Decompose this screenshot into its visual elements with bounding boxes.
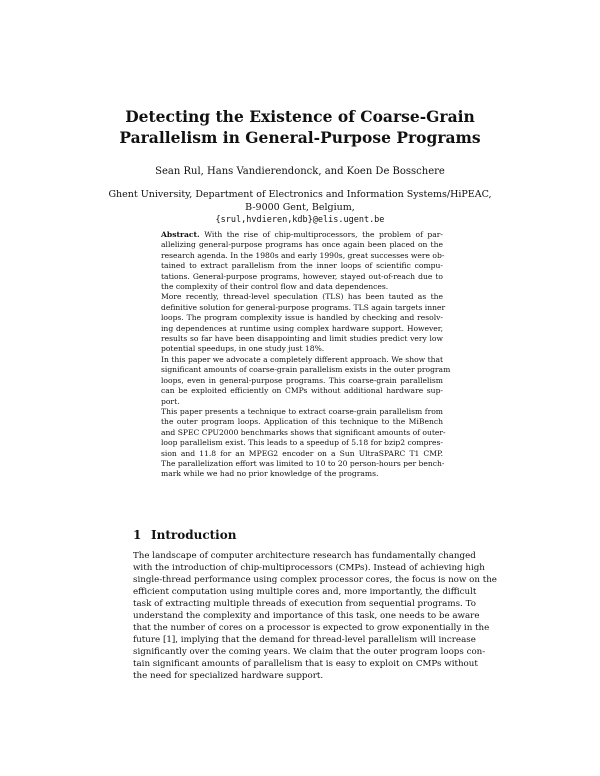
abstract-line: The parallelization effort was limited to 10 to 20 person-hours per bench- (161, 458, 445, 468)
affiliation (100, 188, 500, 227)
abstract-line: definitive solution for general-purpose programs. TLS again targets inner (161, 302, 446, 312)
intro-line: task of extracting multiple threads of execution from sequential programs. To (133, 599, 476, 609)
abstract-line: allelizing general-purpose programs has once again been placed on the (161, 240, 443, 250)
paper-title (100, 106, 500, 148)
intro-line: understand the complexity and importance of this task, one needs to be aware (133, 611, 480, 621)
abstract-line: tained to extract parallelism from the inner loops of scientific compu- (161, 261, 443, 271)
abstract-line: potential speedups, in one study just 18%. (161, 344, 325, 354)
abstract-line: loop parallelism exist. This leads to a speedup of 5.18 for bzip2 compres- (161, 438, 443, 448)
abstract (161, 230, 451, 480)
section-title: Introduction (151, 528, 237, 542)
abstract-line: ing dependences at runtime using complex hardware support. However, (161, 323, 443, 333)
abstract-line: sion and 11.8 for an MPEG2 encoder on a Sun UltraSPARC T1 CMP. (161, 448, 443, 458)
affiliation-line-1: Ghent University, Department of Electronics and Information Systems/HiPEAC, (108, 189, 492, 200)
intro-paragraph (133, 550, 497, 682)
title-line-2: Parallelism in General-Purpose Programs (119, 128, 481, 147)
abstract-line: loops. The program complexity issue is handled by checking and resolv- (161, 313, 443, 323)
abstract-line: the complexity of their control flow and data dependences. (161, 282, 389, 292)
intro-line: significantly over the coming years. We claim that the outer program loops con- (133, 647, 486, 657)
intro-line: single-thread performance using complex processor cores, the focus is now on the (133, 575, 497, 585)
email-addresses: {srul,hvdieren,kdb}@elis.ugent.be (215, 215, 385, 225)
affiliation-location: B-9000 Gent, Belgium, (245, 202, 355, 213)
section-number: 1 (133, 528, 142, 542)
abstract-line: More recently, thread-level speculation (TLS) has been tauted as the (161, 292, 443, 302)
abstract-line: loops, even in general-purpose programs. This coarse-grain parallelism (161, 375, 443, 385)
abstract-line: research agenda. In the 1980s and early 1990s, great successes were ob- (161, 250, 445, 260)
intro-line: The landscape of computer architecture research has fundamentally changed (133, 551, 476, 561)
abstract-line: can be exploited efficiently on CMPs without additional hardware sup- (161, 386, 443, 396)
author-list: Sean Rul, Hans Vandierendonck, and Koen De Bosschere (155, 166, 445, 177)
abstract-line: and SPEC CPU2000 benchmarks shows that significant amounts of outer- (161, 427, 446, 437)
abstract-label: Abstract. (161, 230, 200, 239)
intro-line: future [1], implying that the demand for thread-level parallelism will increase (133, 635, 476, 645)
section-heading (133, 528, 236, 542)
abstract-line: port. (161, 396, 180, 406)
abstract-line: the outer program loops. Application of this technique to the MiBench (161, 417, 443, 427)
abstract-line: tations. General-purpose programs, however, stayed out-of-reach due to (161, 271, 443, 281)
abstract-line: mark while we had no prior knowledge of the programs. (161, 469, 379, 479)
abstract-line: This paper presents a technique to extract coarse-grain parallelism from (161, 406, 443, 416)
intro-line: the need for specialized hardware support. (133, 671, 324, 681)
abstract-first-line: With the rise of chip-multiprocessors, the problem of par- (204, 230, 443, 239)
intro-line: tain significant amounts of parallelism that is easy to exploit on CMPs without (133, 659, 478, 669)
abstract-line: significant amounts of coarse-grain parallelism exists in the outer program (161, 365, 451, 375)
abstract-line: results so far have been disappointing and limit studies predict very low (161, 334, 443, 344)
intro-line: efficient computation using multiple cores and, more importantly, the difficult (133, 587, 477, 597)
title-line-1: Detecting the Existence of Coarse-Grain (125, 107, 475, 126)
intro-line: with the introduction of chip-multiprocessors (CMPs). Instead of achieving high (133, 563, 485, 573)
affiliation-line-2 (100, 201, 500, 227)
abstract-line: In this paper we advocate a completely different approach. We show that (161, 354, 444, 364)
abstract-line (161, 230, 443, 240)
intro-line: that the number of cores on a processor is expected to grow exponentially in the (133, 623, 490, 633)
